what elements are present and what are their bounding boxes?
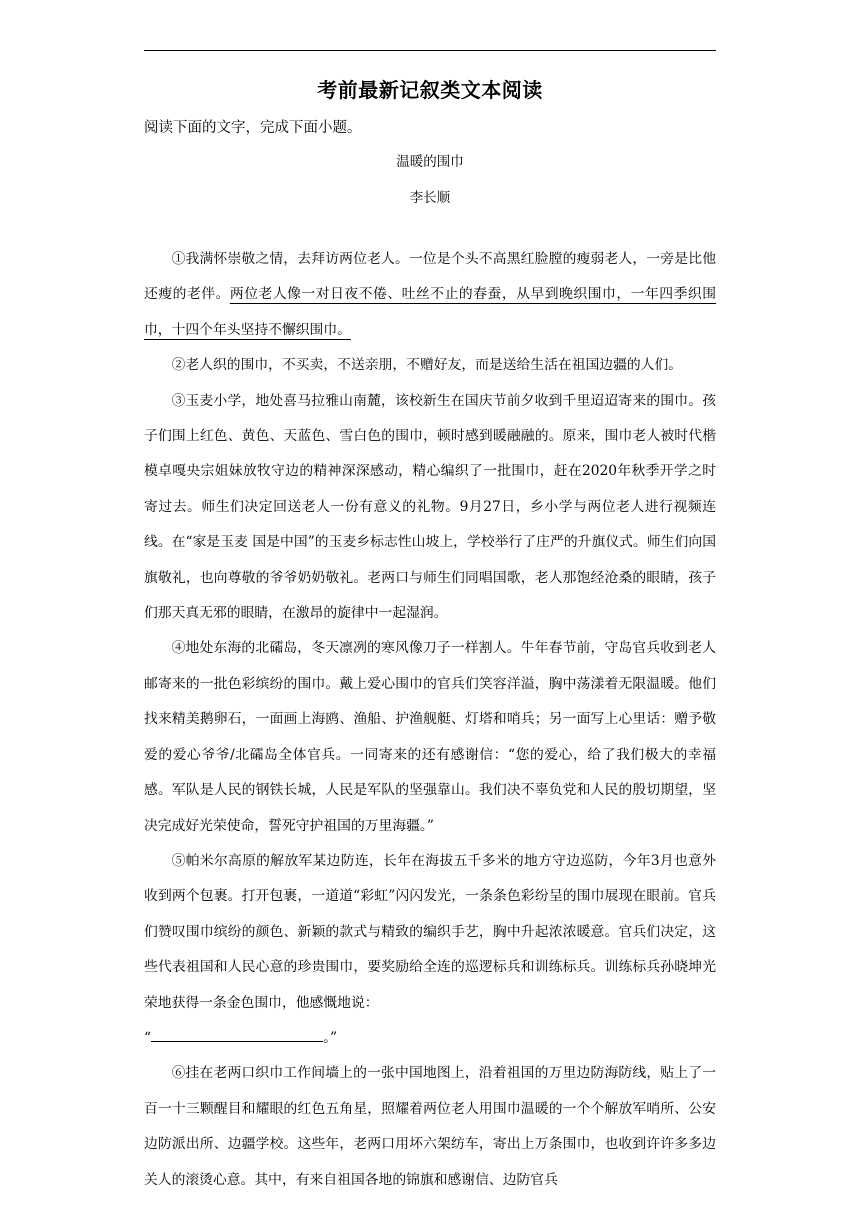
- paragraph-6: ⑥挂在老两口织巾工作间墙上的一张中国地图上，沿着祖国的万里边防海防线，贴上了一百一十三颗醒目和耀眼的红色五角星，照耀着两位老人用围巾温暖的一个个解放军哨所、公安边防派出所、边疆学校。这些年，老两口用坏六架纺车，寄出上万条围巾，也收到许许多多边关人的滚烫心意。其中，有来自祖国各地的锦旗和感谢信、边防官兵: [144, 1065, 716, 1188]
- quote-close: 。”: [323, 1029, 338, 1046]
- quote-open: “: [144, 1029, 152, 1046]
- header-rule: [144, 50, 716, 51]
- answer-blank[interactable]: [151, 1027, 323, 1042]
- paragraph-1: [144, 242, 716, 348]
- story-author: 李长顺: [409, 190, 451, 206]
- paragraph-4: ④地处东海的北礵岛，冬天凛冽的寒风像刀子一样割人。牛年春节前，守岛官兵收到老人邮寄来的一批色彩缤纷的围巾。戴上爱心围巾的官兵们笑容洋溢，胸中荡漾着无限温暖。他们找来精美鹅卵石，一面画上海鸥、渔船、护渔舰艇、灯塔和哨兵；另一面写上心里话：赠予敬爱的爱心爷爷/北礵岛全体官兵。一同寄来的还有感谢信：“您的爱心，给了我们极大的幸福感。军队是人民的钢铁长城，人民是军队的坚强靠山。我们决不辜负党和人民的殷切期望，坚决完成好光荣使命，誓死守护祖国的万里海疆。”: [144, 640, 716, 834]
- underlined-sentence: 两位老人像一对日夜不倦、吐丝不止的春蚕，从早到晚织围巾，一年四季织围巾，十四个年头坚持不懈织围巾。: [144, 286, 717, 338]
- paragraph-1-text: ①我满怀崇敬之情，去拜访两位老人。一位是个头不高黑红脸膛的瘦弱老人，一旁是比他还瘦的老伴。: [144, 251, 716, 303]
- paragraph-3: ③玉麦小学，地处喜马拉雅山南麓，该校新生在国庆节前夕收到千里迢迢寄来的围巾。孩子们围上红色、黄色、天蓝色、雪白色的围巾，顿时感到暖融融的。原来，围巾老人被时代楷模卓嘎央宗姐妹放牧守边的精神深深感动，精心编织了一批围巾，赶在2020年秋季开学之时寄过去。师生们决定回送老人一份有意义的礼物。9月27日，乡小学与两位老人进行视频连线。在“家是玉麦 国是中国”的玉麦乡标志性山坡上，学校举行了庄严的升旗仪式。师生们向国旗敬礼，也向尊敬的爷爷奶奶敬礼。老两口与师生们同唱国歌，老人那饱经沧桑的眼睛，孩子们那天真无邪的眼睛，在激昂的旋律中一起湿润。: [144, 392, 716, 622]
- instruction-text: 阅读下面的文字，完成下面小题。: [144, 120, 362, 136]
- page-title: 考前最新记叙类文本阅读: [317, 78, 543, 102]
- answer-blank-line: [144, 1021, 716, 1056]
- article-body: [144, 242, 716, 1198]
- story-title: 温暖的围巾: [396, 154, 464, 170]
- paragraph-2: ②老人织的围巾，不买卖，不送亲朋，不赠好友，而是送给生活在祖国边疆的人们。: [171, 357, 683, 374]
- paragraph-5: ⑤帕米尔高原的解放军某边防连，长年在海拔五千多米的地方守边巡防，今年3月也意外收到两个包裹。打开包裹，一道道“彩虹”闪闪发光，一条条色彩纷呈的围巾展现在眼前。官兵们赞叹围巾缤纷的颜色、新颖的款式与精致的编织手艺，胸中升起浓浓暖意。官兵们决定，这些代表祖国和人民心意的珍贵围巾，要奖励给全连的巡逻标兵和训练标兵。训练标兵孙晓坤光荣地获得一条金色围巾，他感慨地说：: [144, 852, 716, 1011]
